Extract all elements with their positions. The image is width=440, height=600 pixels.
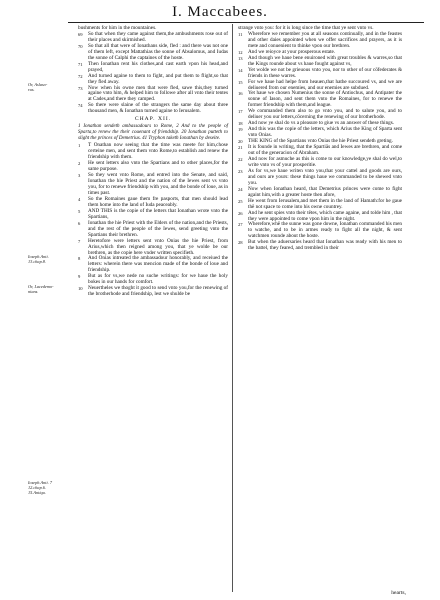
verse-number: 1 [78, 143, 81, 149]
verse-text: AND THIS is the copie of the letters that Ionathan wrote vnto the Spartians, [88, 207, 228, 220]
verse-number: 9 [78, 274, 81, 280]
verse-number: 22 [238, 156, 243, 162]
verse [78, 286, 228, 298]
verse-text: Wherefore,whē the sunne was gone downe, Ionathan commanded his men to watche, and to be in armes ready to fight all the night, & sent watchmen rounde about the hoste. [248, 221, 402, 240]
verse-text: bushments for him in the mountaines. [78, 25, 157, 31]
verse-number: 69 [78, 31, 83, 37]
verse-text: As for vs,we haue writen vnto you,that your cattel and goods are ours, and ours are yours: these things haue we commanded to be shewed vnto you. [248, 167, 402, 186]
verse-text: Now when his owne men that were fled, sawe this,they turned againe vnto him, & helped him to followe after all vnto their tentes at Cades,and there they camped. [88, 84, 228, 103]
verse-text: So the Romaines gaue them fre pasports, that men should lead them home into the land of Iuda peaceably. [88, 195, 228, 208]
verse-number: 28 [238, 240, 243, 246]
verse-number: 7 [78, 238, 81, 244]
verse-text: Now when Ionathan heard, that Demetrius princes were come to fight againt him,with a greater hoste then afore, [248, 185, 402, 198]
verse-text: THE KING of the Spartians vnto Onias the hie Priest sendeth greting. [248, 138, 393, 145]
verse-text: Ionathan the hie Priest with the Elders of the nation,and the Priests, and the rest of the people of the Iewes, send greeting vnto the Spartians their brethren. [88, 219, 228, 238]
verse [238, 32, 402, 50]
catchword: hearts, [391, 590, 406, 596]
verse-number: 25 [238, 198, 243, 204]
verse-text: And we reioyce at your prosperous estate. [248, 48, 336, 55]
margin-note: Ioseph.Anti. 13.chap.8. [28, 254, 49, 264]
verse [238, 222, 402, 240]
verse-number: 6 [78, 220, 81, 226]
book-title: I. Maccabees. [172, 4, 268, 20]
verse-number: 17 [238, 109, 243, 115]
chapter-heading: CHAP. XII. [134, 116, 172, 123]
margin-note: Or, Aslaso- rus. [28, 82, 48, 92]
verse-text: So that when they came against them,the ambushments rose out of their places and skirmished. [88, 30, 228, 43]
header-rule [68, 22, 424, 23]
verse-number: 3 [78, 173, 81, 179]
verse-text: Yet wolde we not be grieuous vnto you, nor to other of our cōfederates & friends in these warres. [248, 66, 402, 79]
verse-text: Neuertheles we thoght it good to send vnto you,for the renewing of the brotherhode and friendship, lest we shulde be [88, 285, 228, 298]
margin-note: Ioseph.Anti. 7 12.chap.6. 15.Antiqu. [28, 480, 52, 495]
verse-text: Then Ionathan rent his clothes,and cast earth vpon his head,and prayed, [88, 60, 228, 73]
verse-number: 8 [78, 256, 81, 262]
verse-text: And this was the copie of the letters, which Arius the King of Sparta sent vnto Onias. [248, 126, 402, 139]
verse-number: 71 [78, 61, 83, 67]
verse-text: Wherefore we remember you at all seasons continually, and in the feastes and other daies appointed when we offer sacrifices and prayers, as it is mete and conuenient to thinke vpon our brethren. [248, 30, 402, 49]
verse-number: 10 [78, 286, 83, 292]
verse-number: 12 [238, 49, 243, 55]
margin-note: Or, Lacedemo- nians. [28, 284, 54, 294]
verse-number: 24 [238, 186, 243, 192]
verse-text: Yet haue we chosen Numenius the sonne of Antiochus, and Antipater the sonne of Iason, and sent them vnto the Romaines, for to renewe the former friendship with them,and league. [248, 90, 402, 109]
verse-text: It is founde in writing, that the Spartiās and Iewes are brethren, and come out of the generacion of Abraham. [248, 144, 402, 157]
verse [78, 44, 228, 62]
left-column [78, 26, 228, 298]
verse [78, 221, 228, 239]
verse [78, 86, 228, 104]
verse-text: So that all that were of Ionathans side, fled : and there was not one of them left, except Mattathias the sonne of Absalomus, and Iudas the sonne of Calphi the captaines of the hoste. [88, 42, 228, 61]
verse-number: 4 [78, 196, 81, 202]
chapter-argument: 1 Ionathan sendeth ambassadours to Rome, 2 And to the people of Sparta,to renew the their couenant of friendship. 20 Ionathan putteth to slight the princes of Demetrius. 41 Tryphon taketh Ionathan by deseite. [78, 124, 228, 141]
verse-text: And Onias intreated the ambassadour honorably, and receiued the letters: wherein there was mencion made of the bonde of loue and friendship. [88, 255, 228, 274]
verse-text: T Onathan now seeing that the time was meete for him,chose certeine men, and sent them vnto Rome,to establish and renew the friendship with them. [88, 142, 228, 161]
verse-number: 18 [238, 121, 243, 127]
verse-number: 27 [238, 222, 243, 228]
verse-number: 73 [78, 85, 83, 91]
verse-number: 23 [238, 168, 243, 174]
verse-number: 19 [238, 127, 243, 133]
verse-number: 20 [238, 139, 243, 145]
verse-number: 5 [78, 208, 81, 214]
verse-number: 15 [238, 79, 243, 85]
verse-number: 74 [78, 103, 83, 109]
verse-text: He went from Ierusalem,and met them in the land of Hamath:for he gaue thē not space to come into his owne countrey. [248, 197, 402, 210]
verse [238, 169, 402, 187]
verse-text: And turned againe to them to fight, and put them to flight,so that they fled away. [88, 72, 228, 85]
verse [78, 143, 228, 161]
running-head [0, 2, 440, 24]
verse [78, 256, 228, 274]
column-divider [232, 24, 233, 592]
verse-text: But as for vs,we nede no suche writings: for we haue the holy bokes in our hands for comfort. [88, 273, 228, 286]
verse-number: 14 [238, 67, 243, 73]
verse-number: 13 [238, 55, 243, 61]
verse-text: And he sent spies vnto their tētes, which came againe, and tolde him , that they were appointed to come vpon him in the night. [248, 209, 402, 222]
verse-text: So they went vnto Rome, and entred into the Senate, and said, Ionathan the hie Priest and the nation of the Iewes sent vs vnto you, for to renewe friendship with you, and the bonde of loue, as in times past. [88, 172, 228, 196]
verse-text: For we haue had helpe from heauen,that hathe succoured vs, and we are deliuered from our enemies, and our enemies are subdued. [248, 78, 402, 91]
verse-text: He sent letters also vnto the Spartians and to other places,for the same purpose. [88, 160, 228, 173]
verse-text: But when the aduersaries heard that Ionathan was ready with his men to the battel, they feared, and trembled in their [248, 239, 402, 252]
verse-text: And now for asmuche as this is come to our knowledge,ye shal do wel,to write vnto vs of your prosperitie. [248, 155, 402, 168]
verse [238, 240, 402, 252]
verse-text: So there were slaine of the strangers the same day about three thousand men, & Ionathan turned againe to Ierusalem. [88, 102, 228, 115]
verse-number: 70 [78, 43, 83, 49]
verse-text: We commanded them also to go vnto you, and to salute you, and to deliuer you our letters,cōcerning the renewing of our brotherhode. [248, 108, 402, 121]
verse-number: 11 [238, 31, 243, 37]
verse-text: And though we haue bene enuironed with great troubles & warres,so that the Kings rounde about vs haue fought against vs, [248, 54, 402, 67]
verse-number: 26 [238, 210, 243, 216]
right-column [238, 26, 402, 252]
verse [78, 239, 228, 257]
verse-text: Heretofore were letters sent vnto Onias the hie Priest, from Arius,which then reigned among you, that ye wolde be our brethren, as the copie here vnder written specifieth. [88, 237, 228, 256]
verse-number: 72 [78, 73, 83, 79]
verse [78, 173, 228, 197]
verse [78, 103, 228, 115]
verse-number: 21 [238, 145, 243, 151]
verse-number: 2 [78, 161, 81, 167]
verse-text: And now ye shal do vs a pleasure to giue vs an answer of these things. [248, 120, 395, 127]
verse-text: strange vnto you: for it is long since the time that ye sent vnto vs. [238, 25, 374, 31]
verse [238, 91, 402, 109]
verse-number: 16 [238, 91, 243, 97]
